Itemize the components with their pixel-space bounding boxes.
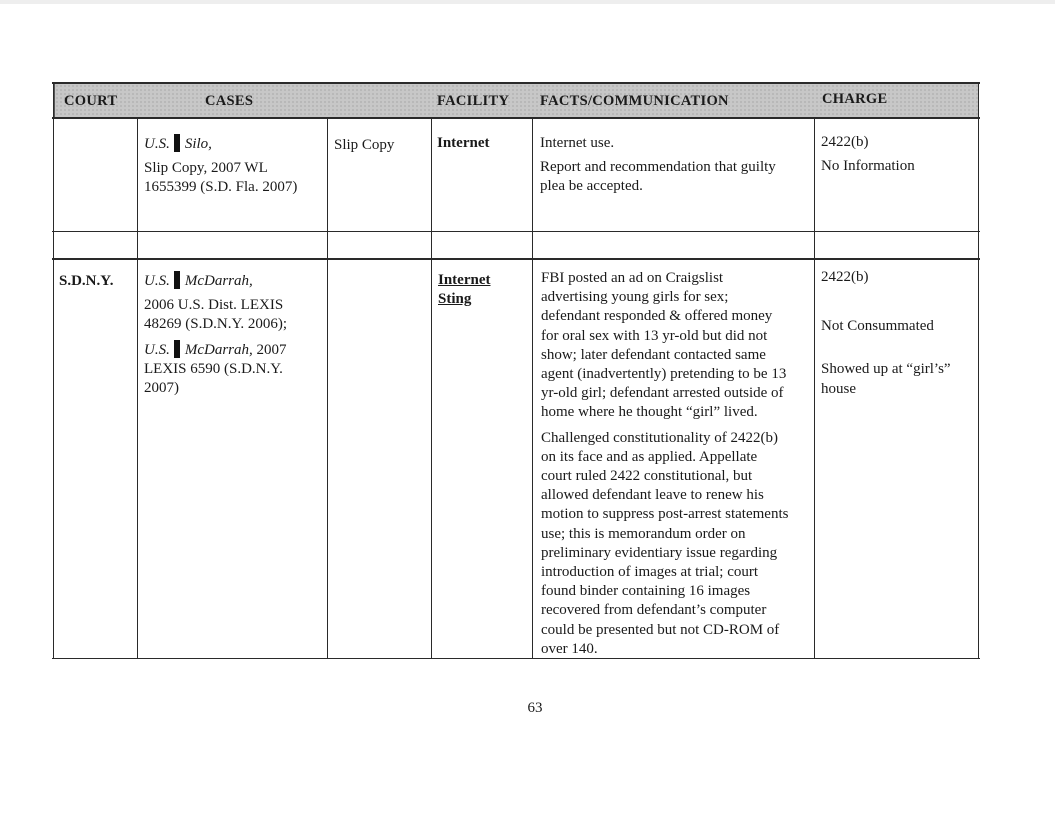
facts-line: introduction of images at trial; court	[541, 564, 759, 581]
facts-line: recovered from defendant’s computer	[541, 602, 767, 619]
facts-line: could be presented but not CD-ROM of	[541, 621, 780, 638]
case-line: LEXIS 6590 (S.D.N.Y.	[144, 360, 283, 377]
case-prefix: U.S.	[144, 273, 170, 289]
facts-line: allowed defendant leave to renew his	[541, 487, 764, 504]
row2-facility	[438, 271, 491, 309]
case-name: McDarrah,	[184, 273, 253, 289]
facts-line: plea be accepted.	[540, 178, 643, 195]
facts-line: yr-old girl; defendant arrested outside of	[541, 385, 784, 402]
page-number: 63	[527, 700, 543, 716]
facts-line: found binder containing 16 images	[541, 583, 751, 600]
charge-line: 2422(b)	[821, 269, 869, 285]
facts-line: home where he thought “girl” lived.	[541, 404, 758, 421]
facts-line: court ruled 2422 constitutional, but	[541, 468, 753, 485]
case-citation-line	[144, 134, 324, 154]
case-line: Slip Copy, 2007 WL	[144, 160, 268, 177]
spacer-row-bottom-border	[52, 258, 980, 260]
facts-line: agent (inadvertently) pretending to be 13	[541, 366, 787, 383]
col-divider-4	[532, 117, 533, 659]
row1-cases	[144, 134, 324, 198]
col-divider-1	[137, 117, 138, 659]
header-charge: CHARGE	[822, 91, 888, 107]
case-prefix: U.S.	[144, 136, 170, 152]
table-bottom-border	[52, 658, 980, 659]
header-cases: CASES	[205, 93, 254, 109]
case-line: 2006 U.S. Dist. LEXIS	[144, 297, 284, 314]
facts-line: motion to suppress post-arrest statements	[541, 506, 789, 523]
header-court: COURT	[64, 93, 118, 109]
row2-facts	[541, 269, 813, 659]
facts-line: Challenged constitutionality of 2422(b)	[541, 429, 779, 446]
redaction-mark	[174, 134, 180, 152]
row2-charge	[821, 268, 976, 399]
redaction-mark	[174, 271, 180, 289]
redaction-mark	[174, 340, 180, 358]
row1-bottom-border	[52, 231, 980, 232]
row1-facts	[540, 134, 810, 197]
charge-line: No Information	[821, 158, 915, 175]
facts-line: for oral sex with 13 yr-old but did not	[541, 327, 768, 344]
case-citation-line	[144, 271, 324, 291]
case-line: 2007)	[144, 380, 179, 397]
case-name: McDarrah,	[184, 341, 253, 358]
case-line: 1655399 (S.D. Fla. 2007)	[144, 179, 298, 196]
charge-line: 2422(b)	[821, 134, 869, 150]
row2-court: S.D.N.Y.	[59, 273, 114, 289]
facts-line: advertising young girls for sex;	[541, 289, 729, 306]
case-prefix: U.S.	[144, 341, 170, 358]
table-left-border	[53, 82, 54, 659]
case-line: 48269 (S.D.N.Y. 2006);	[144, 316, 288, 333]
header-facts: FACTS/COMMUNICATION	[540, 93, 729, 109]
table-right-border	[978, 82, 979, 659]
row1-facility: Internet	[437, 135, 490, 151]
header-bottom-border	[52, 117, 980, 119]
facts-line: use; this is memorandum order on	[541, 525, 746, 542]
facts-line: Internet use.	[540, 135, 615, 151]
row2-cases	[144, 271, 324, 398]
row1-charge	[821, 133, 976, 176]
facts-line: defendant responded & offered money	[541, 308, 773, 325]
case-name: Silo,	[184, 136, 212, 152]
col-divider-5	[814, 117, 815, 659]
facts-line: over 140.	[541, 640, 598, 657]
charge-line: house	[821, 380, 856, 397]
charge-line: Showed up at “girl’s”	[821, 361, 951, 378]
facility-line: Sting	[438, 291, 472, 308]
header-inner-left	[54, 84, 55, 117]
facts-line: Report and recommendation that guilty	[540, 159, 776, 176]
case-citation-line	[144, 340, 324, 360]
facts-line: on its face and as applied. Appellate	[541, 448, 758, 465]
table-top-border	[52, 82, 980, 84]
charge-line: Not Consummated	[821, 318, 934, 335]
facts-line: show; later defendant contacted same	[541, 346, 766, 363]
header-facility: FACILITY	[437, 93, 510, 109]
col-divider-2	[327, 117, 328, 659]
facility-line: Internet	[438, 272, 491, 288]
row1-slip-copy: Slip Copy	[334, 137, 395, 153]
col-divider-3	[431, 117, 432, 659]
case-year: 2007	[252, 341, 287, 358]
facts-line: preliminary evidentiary issue regarding	[541, 544, 778, 561]
facts-line: FBI posted an ad on Craigslist	[541, 270, 724, 286]
